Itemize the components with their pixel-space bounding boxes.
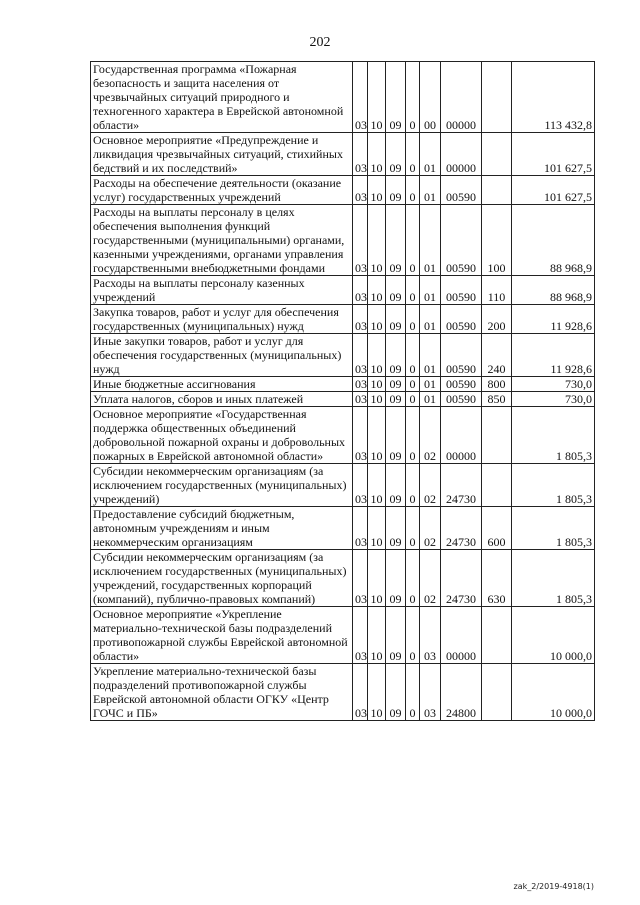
- program-code-cell: 09: [386, 507, 406, 550]
- activity-code-cell: 02: [420, 464, 441, 507]
- subprogram-code-cell: 0: [406, 392, 420, 407]
- table-row: [91, 305, 595, 334]
- subsection-code-cell: 10: [368, 392, 386, 407]
- expense-code-cell: 00000: [441, 607, 482, 664]
- expense-code-cell: 24730: [441, 550, 482, 607]
- expense-code-cell: 00000: [441, 62, 482, 133]
- amount-cell: 10 000,0: [512, 607, 595, 664]
- expense-code-cell: 00000: [441, 133, 482, 176]
- subsection-code-cell: 10: [368, 334, 386, 377]
- program-code-cell: 09: [386, 276, 406, 305]
- expense-type-code-cell: 110: [482, 276, 512, 305]
- subsection-code-cell: 10: [368, 205, 386, 276]
- subprogram-code-cell: 0: [406, 176, 420, 205]
- table-row: [91, 176, 595, 205]
- row-name-cell: Предоставление субсидий бюджетным, автономным учреждениям и иным некоммерческим организациям: [91, 507, 353, 550]
- program-code-cell: 09: [386, 664, 406, 721]
- activity-code-cell: 01: [420, 305, 441, 334]
- expense-type-code-cell: 800: [482, 377, 512, 392]
- row-name-cell: Укрепление материально-технической базы подразделений противопожарной службы Еврейской автономной области ОГКУ «Центр ГОЧС и ПБ»: [91, 664, 353, 721]
- amount-cell: 730,0: [512, 392, 595, 407]
- row-name-cell: Государственная программа «Пожарная безопасность и защита населения от чрезвычайных ситуаций природного и техногенного характера в Еврейской автономной области»: [91, 62, 353, 133]
- amount-cell: 730,0: [512, 377, 595, 392]
- activity-code-cell: 03: [420, 607, 441, 664]
- subsection-code-cell: 10: [368, 305, 386, 334]
- subsection-code-cell: 10: [368, 176, 386, 205]
- expense-type-code-cell: [482, 664, 512, 721]
- activity-code-cell: 02: [420, 550, 441, 607]
- amount-cell: 1 805,3: [512, 464, 595, 507]
- amount-cell: 10 000,0: [512, 664, 595, 721]
- expense-type-code-cell: [482, 607, 512, 664]
- table-row: [91, 464, 595, 507]
- program-code-cell: 09: [386, 305, 406, 334]
- row-name-cell: Уплата налогов, сборов и иных платежей: [91, 392, 353, 407]
- amount-cell: 101 627,5: [512, 133, 595, 176]
- expense-code-cell: 24730: [441, 507, 482, 550]
- section-code-cell: 03: [353, 276, 368, 305]
- activity-code-cell: 01: [420, 276, 441, 305]
- row-name-cell: Основное мероприятие «Предупреждение и ликвидация чрезвычайных ситуаций, стихийных бедствий и их последствий»: [91, 133, 353, 176]
- activity-code-cell: 01: [420, 205, 441, 276]
- table-row: [91, 62, 595, 133]
- row-name-cell: Закупка товаров, работ и услуг для обеспечения государственных (муниципальных) нужд: [91, 305, 353, 334]
- expense-type-code-cell: [482, 407, 512, 464]
- program-code-cell: 09: [386, 176, 406, 205]
- program-code-cell: 09: [386, 607, 406, 664]
- table-row: [91, 276, 595, 305]
- subprogram-code-cell: 0: [406, 664, 420, 721]
- row-name-cell: Субсидии некоммерческим организациям (за исключением государственных (муниципальных) учреждений, государственных корпораций (компаний), публично-правовых компаний): [91, 550, 353, 607]
- section-code-cell: 03: [353, 62, 368, 133]
- subprogram-code-cell: 0: [406, 507, 420, 550]
- expense-type-code-cell: 240: [482, 334, 512, 377]
- row-name-cell: Иные закупки товаров, работ и услуг для обеспечения государственных (муниципальных) нужд: [91, 334, 353, 377]
- subprogram-code-cell: 0: [406, 334, 420, 377]
- subprogram-code-cell: 0: [406, 276, 420, 305]
- section-code-cell: 03: [353, 607, 368, 664]
- section-code-cell: 03: [353, 305, 368, 334]
- program-code-cell: 09: [386, 133, 406, 176]
- row-name-cell: Основное мероприятие «Государственная поддержка общественных объединений добровольной пожарной охраны и добровольных пожарных в Еврейской автономной области»: [91, 407, 353, 464]
- subsection-code-cell: 10: [368, 276, 386, 305]
- table-row: [91, 607, 595, 664]
- amount-cell: 1 805,3: [512, 507, 595, 550]
- table-row: [91, 407, 595, 464]
- expense-code-cell: 00590: [441, 305, 482, 334]
- expense-code-cell: 00590: [441, 377, 482, 392]
- subsection-code-cell: 10: [368, 550, 386, 607]
- program-code-cell: 09: [386, 464, 406, 507]
- subsection-code-cell: 10: [368, 664, 386, 721]
- budget-table: [90, 61, 595, 721]
- section-code-cell: 03: [353, 377, 368, 392]
- activity-code-cell: 01: [420, 334, 441, 377]
- section-code-cell: 03: [353, 392, 368, 407]
- row-name-cell: Субсидии некоммерческим организациям (за исключением государственных (муниципальных) учреждений): [91, 464, 353, 507]
- amount-cell: 101 627,5: [512, 176, 595, 205]
- subsection-code-cell: 10: [368, 607, 386, 664]
- program-code-cell: 09: [386, 392, 406, 407]
- page-number: 202: [309, 35, 331, 50]
- row-name-cell: Расходы на обеспечение деятельности (оказание услуг) государственных учреждений: [91, 176, 353, 205]
- subprogram-code-cell: 0: [406, 550, 420, 607]
- program-code-cell: 09: [386, 334, 406, 377]
- row-name-cell: Расходы на выплаты персоналу в целях обеспечения выполнения функций государственными (муниципальными) органами, казенными учреждениями, органами управления государственными внебюджетными фондами: [91, 205, 353, 276]
- subprogram-code-cell: 0: [406, 607, 420, 664]
- section-code-cell: 03: [353, 133, 368, 176]
- section-code-cell: 03: [353, 464, 368, 507]
- amount-cell: 1 805,3: [512, 407, 595, 464]
- expense-type-code-cell: 600: [482, 507, 512, 550]
- program-code-cell: 09: [386, 407, 406, 464]
- activity-code-cell: 01: [420, 176, 441, 205]
- subsection-code-cell: 10: [368, 133, 386, 176]
- amount-cell: 88 968,9: [512, 205, 595, 276]
- row-name-cell: Основное мероприятие «Укрепление материально-технической базы подразделений противопожарной службы Еврейской автономной области»: [91, 607, 353, 664]
- expense-code-cell: 00590: [441, 176, 482, 205]
- subprogram-code-cell: 0: [406, 205, 420, 276]
- section-code-cell: 03: [353, 205, 368, 276]
- table-row: [91, 334, 595, 377]
- activity-code-cell: 02: [420, 407, 441, 464]
- section-code-cell: 03: [353, 334, 368, 377]
- amount-cell: 11 928,6: [512, 305, 595, 334]
- table-row: [91, 664, 595, 721]
- subprogram-code-cell: 0: [406, 464, 420, 507]
- subprogram-code-cell: 0: [406, 62, 420, 133]
- table-row: [91, 392, 595, 407]
- amount-cell: 1 805,3: [512, 550, 595, 607]
- table-row: [91, 507, 595, 550]
- table-row: [91, 205, 595, 276]
- expense-type-code-cell: 850: [482, 392, 512, 407]
- expense-code-cell: 00000: [441, 407, 482, 464]
- subsection-code-cell: 10: [368, 377, 386, 392]
- subsection-code-cell: 10: [368, 62, 386, 133]
- activity-code-cell: 01: [420, 392, 441, 407]
- activity-code-cell: 01: [420, 377, 441, 392]
- program-code-cell: 09: [386, 550, 406, 607]
- expense-type-code-cell: 100: [482, 205, 512, 276]
- expense-type-code-cell: 200: [482, 305, 512, 334]
- expense-type-code-cell: [482, 176, 512, 205]
- subprogram-code-cell: 0: [406, 407, 420, 464]
- section-code-cell: 03: [353, 176, 368, 205]
- expense-code-cell: 00590: [441, 392, 482, 407]
- document-code: zak_2/2019-4918(1): [513, 882, 594, 891]
- amount-cell: 113 432,8: [512, 62, 595, 133]
- expense-code-cell: 00590: [441, 205, 482, 276]
- activity-code-cell: 00: [420, 62, 441, 133]
- program-code-cell: 09: [386, 62, 406, 133]
- activity-code-cell: 02: [420, 507, 441, 550]
- table-body: [91, 62, 595, 721]
- expense-type-code-cell: 630: [482, 550, 512, 607]
- table-row: [91, 550, 595, 607]
- subprogram-code-cell: 0: [406, 305, 420, 334]
- activity-code-cell: 03: [420, 664, 441, 721]
- expense-code-cell: 24800: [441, 664, 482, 721]
- subprogram-code-cell: 0: [406, 377, 420, 392]
- section-code-cell: 03: [353, 407, 368, 464]
- amount-cell: 88 968,9: [512, 276, 595, 305]
- expense-code-cell: 00590: [441, 276, 482, 305]
- table-row: [91, 377, 595, 392]
- activity-code-cell: 01: [420, 133, 441, 176]
- row-name-cell: Расходы на выплаты персоналу казенных учреждений: [91, 276, 353, 305]
- expense-code-cell: 24730: [441, 464, 482, 507]
- section-code-cell: 03: [353, 664, 368, 721]
- expense-type-code-cell: [482, 464, 512, 507]
- program-code-cell: 09: [386, 205, 406, 276]
- section-code-cell: 03: [353, 507, 368, 550]
- section-code-cell: 03: [353, 550, 368, 607]
- table-row: [91, 133, 595, 176]
- expense-type-code-cell: [482, 62, 512, 133]
- subsection-code-cell: 10: [368, 507, 386, 550]
- subsection-code-cell: 10: [368, 407, 386, 464]
- program-code-cell: 09: [386, 377, 406, 392]
- expense-code-cell: 00590: [441, 334, 482, 377]
- subsection-code-cell: 10: [368, 464, 386, 507]
- row-name-cell: Иные бюджетные ассигнования: [91, 377, 353, 392]
- amount-cell: 11 928,6: [512, 334, 595, 377]
- expense-type-code-cell: [482, 133, 512, 176]
- subprogram-code-cell: 0: [406, 133, 420, 176]
